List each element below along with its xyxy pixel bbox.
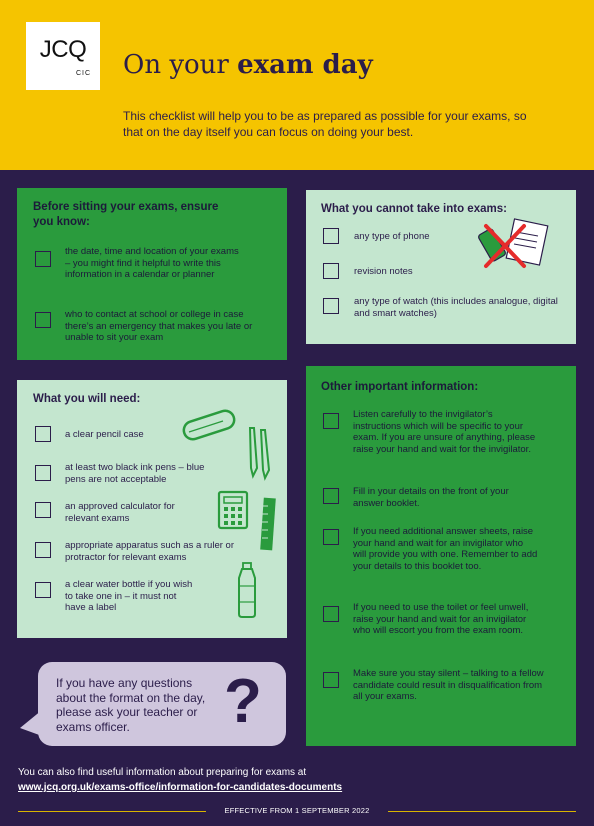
checkbox[interactable] [35, 251, 51, 267]
need-item-2: at least two black ink pens – blue pens are not acceptable [65, 462, 205, 485]
water-bottle-icon [235, 562, 259, 618]
cannot-panel [306, 190, 576, 344]
need-item-4: appropriate apparatus such as a ruler or protractor for relevant exams [65, 540, 234, 563]
checkbox[interactable] [323, 606, 339, 622]
title-prefix: On your [123, 50, 238, 80]
other-item-3: If you need additional answer sheets, raise your hand and wait for an invigilator who will provide you with one. Remember to add your details to this booklet too. [353, 526, 538, 572]
page-title [123, 50, 373, 80]
before-title: Before sitting your exams, ensure you know: [33, 201, 219, 228]
checkbox[interactable] [35, 465, 51, 481]
before-item-1: the date, time and location of your exams – you might find it helpful to write this information in a calendar or planner [65, 246, 239, 280]
other-panel [306, 366, 576, 746]
logo-sub-text: CIC [75, 70, 91, 77]
notes-icon [506, 219, 548, 265]
jcq-logo [26, 22, 100, 90]
footer-link[interactable]: www.jcq.org.uk/exams-office/information-for-candidates-documents [18, 782, 343, 793]
before-panel [17, 188, 287, 360]
bubble-text: If you have any questions about the format on the day, please ask your teacher or exams officer. [56, 676, 206, 734]
title-emphasis: exam day [237, 50, 373, 80]
logo-main-text: JCQ [39, 36, 87, 63]
question-mark-icon: ? [224, 667, 262, 736]
checkbox[interactable] [35, 426, 51, 442]
intro-text: This checklist will help you to be as prepared as possible for your exams, so that on the day itself you can focus on doing your best. [123, 109, 527, 139]
checkbox[interactable] [323, 413, 339, 429]
effective-date: EFFECTIVE FROM 1 SEPTEMBER 2022 [224, 806, 370, 815]
checkbox[interactable] [323, 529, 339, 545]
ruler-icon [259, 496, 277, 552]
footer-text: You can also find useful information about preparing for exams at [18, 767, 307, 778]
cannot-title: What you cannot take into exams: [321, 203, 507, 215]
other-title: Other important information: [321, 381, 479, 393]
checkbox[interactable] [35, 502, 51, 518]
need-item-5: a clear water bottle if you wish to take one in – it must not have a label [65, 579, 193, 613]
checkbox[interactable] [323, 488, 339, 504]
need-item-3: an approved calculator for relevant exams [65, 501, 175, 524]
divider-left [18, 811, 206, 812]
checkbox[interactable] [323, 672, 339, 688]
need-panel [17, 380, 287, 638]
other-item-2: Fill in your details on the front of your answer booklet. [353, 486, 509, 509]
calculator-icon [217, 490, 249, 530]
header-banner [0, 0, 594, 170]
other-item-5: Make sure you stay silent – talking to a fellow candidate could result in disqualification from all your exams. [353, 668, 544, 702]
cannot-item-3: any type of watch (this includes analogue, digital and smart watches) [354, 296, 558, 319]
need-title: What you will need: [33, 393, 141, 405]
other-item-4: If you need to use the toilet or feel unwell, raise your hand and wait for an invigilator who will escort you from the exam room. [353, 602, 529, 636]
checkbox[interactable] [35, 312, 51, 328]
other-item-1: Listen carefully to the invigilator’s instructions which will be specific to your exam. If you are unsure of anything, please raise your hand and wait for the invigilator. [353, 409, 536, 455]
pencil-case-icon [179, 406, 239, 446]
checkbox[interactable] [323, 228, 339, 244]
speech-bubble [38, 662, 286, 746]
phone-notes-crossed-icon [466, 216, 556, 276]
cannot-item-1: any type of phone [354, 231, 430, 242]
before-item-2: who to contact at school or college in case there’s an emergency that makes you late or unable to sit your exam [65, 309, 253, 343]
checkbox[interactable] [323, 298, 339, 314]
checkbox[interactable] [35, 542, 51, 558]
cannot-item-2: revision notes [354, 266, 413, 277]
divider-right [388, 811, 576, 812]
checkbox[interactable] [323, 263, 339, 279]
need-item-1: a clear pencil case [65, 429, 144, 440]
checkbox[interactable] [35, 582, 51, 598]
pens-icon [245, 424, 275, 478]
